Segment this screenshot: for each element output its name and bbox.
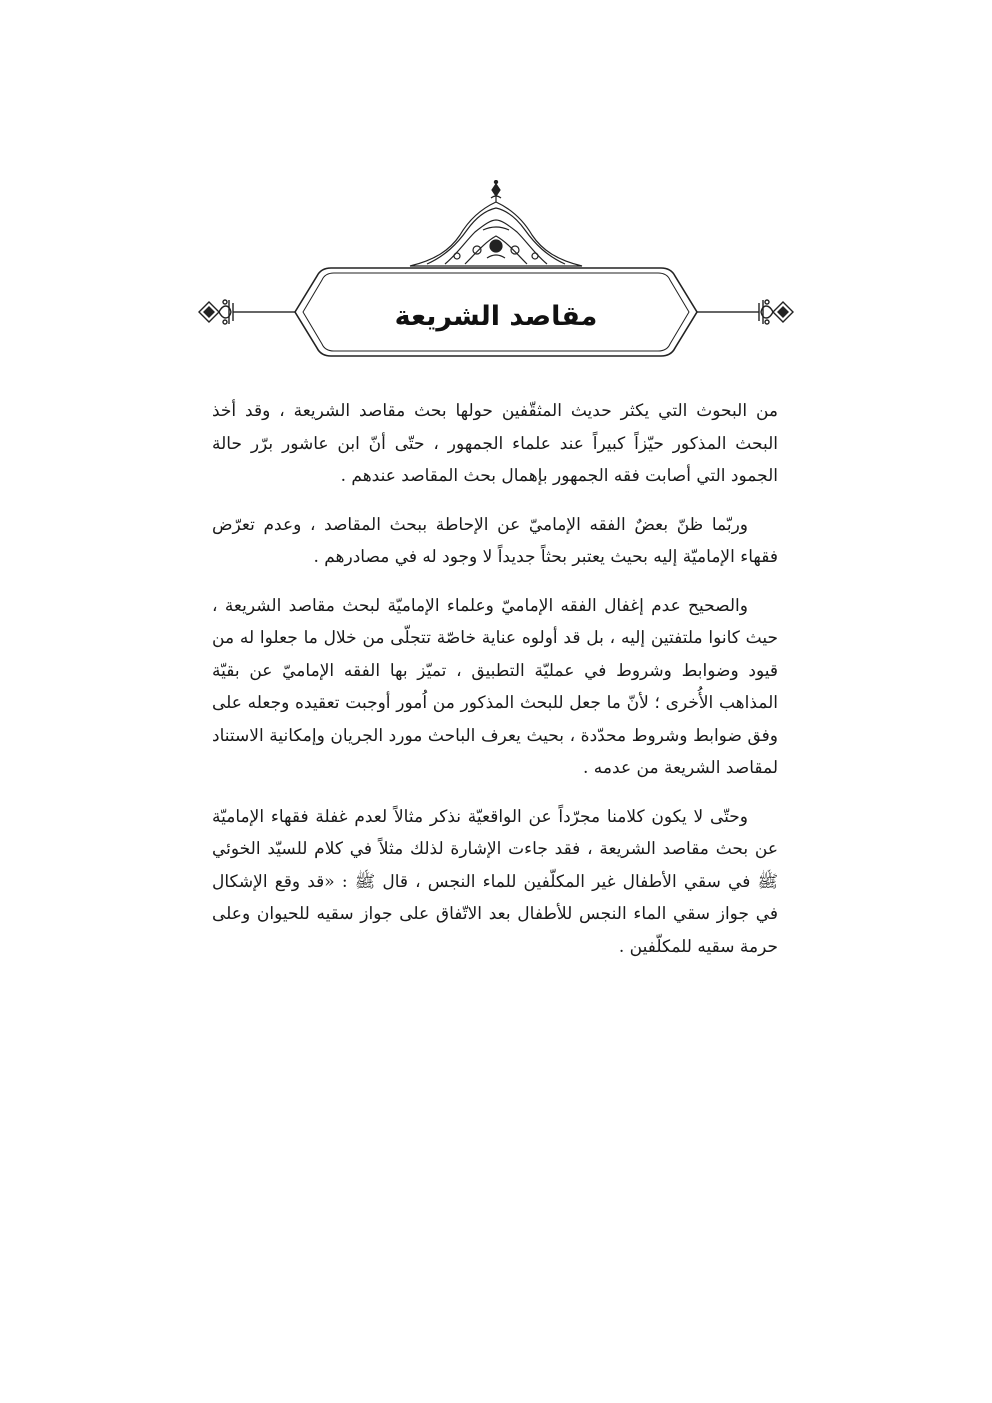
paragraph: من البحوث التي يكثر حديث المثقّفين حولها بحث مقاصد الشريعة ، وقد أخذ البحث المذكور حيّزاً كبيراً عند علماء الجمهور ، حتّى أنّ ابن عاشور برّر حالة الجمود التي أصابت فقه الجمهور بإهمال بحث المقاصد عندهم .: [212, 401, 778, 486]
paragraph: والصحيح عدم إغفال الفقه الإماميّ وعلماء الإماميّة لبحث مقاصد الشريعة ، حيث كانوا ملتفتين إليه ، بل قد أولوه عناية خاصّة تتجلّى من خلال ما جعلوا له من قيود وضوابط وشروط في عمليّة التطبيق ، تميّز بها الفقه الإماميّ عن بقيّة المذاهب الأُخرى ؛ لأنّ ما جعل للبحث المذكور من اُمور أوجبت تعقيده وجعله على وفق ضوابط وشروط محدّدة ، بحيث يعرف الباحث مورد الجريان وإمكانية الاستناد لمقاصد الشريعة من عدمه .: [212, 595, 778, 778]
paragraph: وربّما ظنّ بعضٌ الفقه الإماميّ عن الإحاطة ببحث المقاصد ، وعدم تعرّض فقهاء الإماميّة إليه بحيث يعتبر بحثاً جديداً لا وجود له في مصادرهم .: [212, 514, 778, 567]
paragraph: وحتّى لا يكون كلامنا مجرّداً عن الواقعيّة نذكر مثالاً لعدم غفلة فقهاء الإماميّة عن بحث مقاصد الشريعة ، فقد جاءت الإشارة لذلك مثلاً في كلام للسيّد الخوئي ﷺ في سقي الأطفال غير المكلّفين للماء النجس ، قال ﷺ : «قد وقع الإشكال في جواز سقي الماء النجس للأطفال بعد الاتّفاق على جواز سقيه للحيوان وعلى حرمة سقيه للمكلّفين .: [212, 806, 778, 957]
top-arabesque-icon: [410, 180, 582, 266]
page-title: مقاصد الشريعة: [394, 301, 598, 332]
left-end-ornament: [199, 300, 233, 324]
title-frame-ornament: [195, 180, 797, 380]
body-text: [212, 395, 778, 979]
right-end-ornament: [759, 300, 793, 324]
